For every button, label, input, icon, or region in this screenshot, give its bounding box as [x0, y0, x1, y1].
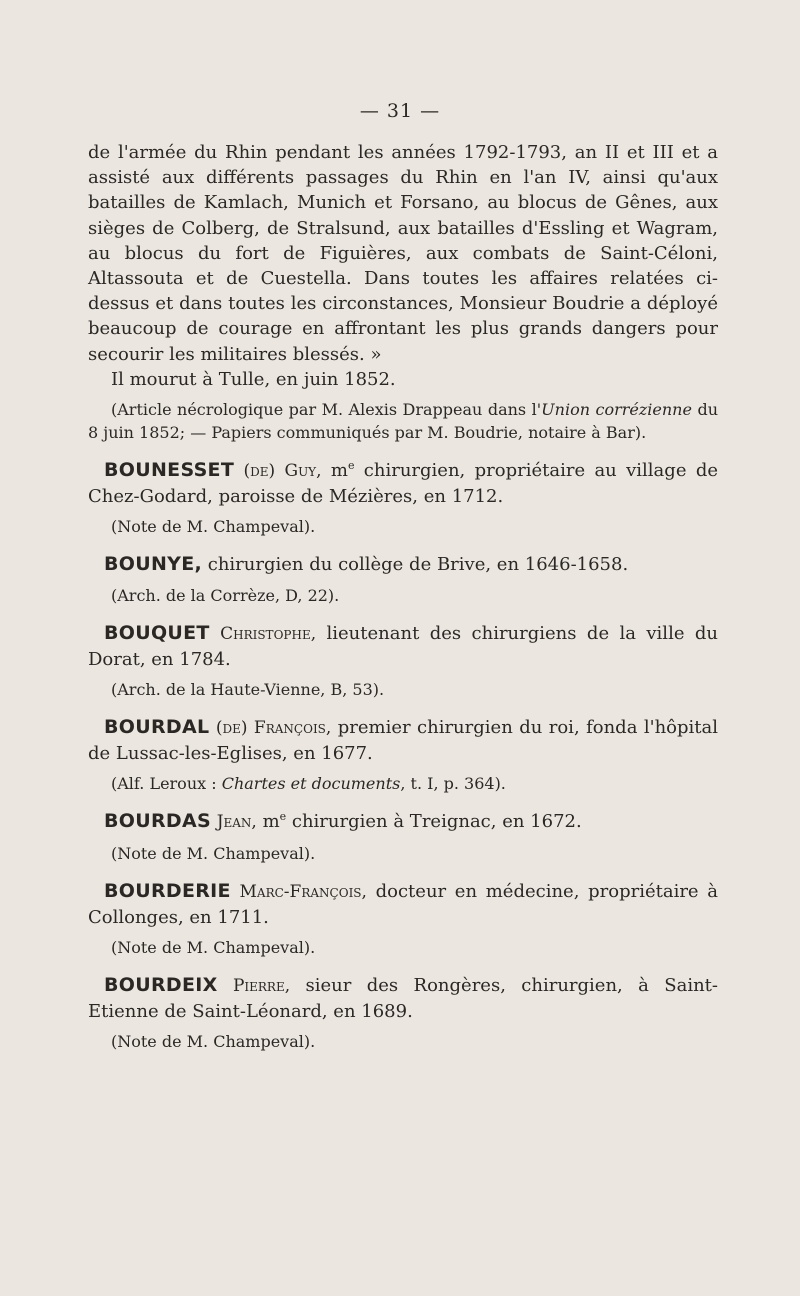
entry-text: chirurgien du collège de Brive, en 1646-1658. [202, 554, 629, 576]
source-note-text-end: du 8 juin 1852; — Papiers communiqués par M. Boudrie, notaire à Bar). [88, 400, 718, 443]
source-note-italic: Union corrézienne [541, 400, 692, 420]
entry-note-text-end: , t. I, p. 364). [400, 774, 506, 794]
entry-text: docteur en médecine, propriétaire à Collonges, en 1711. [88, 880, 718, 928]
source-note-text: (Article nécrologique par M. Alexis Drappeau dans l' [111, 400, 542, 420]
entry-note-text: (Alf. Leroux : [111, 774, 222, 794]
entry-title: m [321, 460, 348, 482]
entry-headword: BOURDAL [104, 716, 210, 739]
entry-text: chirurgien, propriétaire au village de Chez-Godard, paroisse de Mézières, en 1712. [88, 460, 718, 508]
entry-given-name: Christophe, [220, 623, 317, 644]
entry-note: (Arch. de la Corrèze, D, 22). [111, 585, 340, 605]
entry-note-italic: Chartes et documents [221, 774, 401, 794]
entry-headword: BOUNYE, [104, 553, 203, 576]
entry-bourdeix [88, 973, 718, 1024]
entry-given-name: François, [253, 718, 332, 739]
entry-given-name: Jean, [216, 812, 257, 833]
entry-headword: BOURDAS [104, 810, 211, 833]
entry-bourdas [88, 809, 718, 835]
entry-bounesset [88, 458, 718, 509]
entry-note [88, 772, 718, 795]
entry-text: sieur des Rongères, chirurgien, à Saint-Etienne de Saint-Léonard, en 1689. [88, 975, 718, 1023]
entry-headword: BOUNESSET [104, 459, 235, 482]
entry-given-name: Guy, [284, 461, 322, 482]
entry-text: chirurgien à Treignac, en 1672. [286, 811, 582, 833]
entry-note: (Note de M. Champeval). [111, 517, 316, 537]
page-number: — 31 — [359, 100, 441, 122]
entry-text: premier chirurgien du roi, fonda l'hôpital de Lussac-les-Eglises, en 1677. [88, 717, 718, 765]
page-body [88, 140, 718, 1053]
entry-bourdal [88, 715, 718, 766]
entry-bourderie [88, 879, 718, 930]
entry-title: m [256, 811, 280, 833]
source-note [88, 398, 718, 444]
entry-note: (Note de M. Champeval). [111, 938, 316, 958]
entry-bounye [88, 552, 718, 577]
entry-headword: BOURDERIE [104, 879, 231, 902]
entry-particle: (de) [215, 718, 248, 739]
entry-given-name: Pierre, [232, 976, 291, 997]
entry-particle: (de) [243, 461, 276, 482]
entry-note: (Arch. de la Haute-Vienne, B, 53). [111, 680, 385, 700]
entry-bouquet [88, 621, 718, 672]
entry-text: lieutenant des chirurgiens de la ville du Dorat, en 1784. [88, 622, 718, 670]
entry-headword: BOURDEIX [104, 974, 218, 997]
entry-given-name: Marc-François, [239, 881, 367, 902]
entry-note: (Note de M. Champeval). [111, 843, 316, 863]
entry-note: (Note de M. Champeval). [111, 1032, 316, 1052]
entry-headword: BOUQUET [104, 621, 210, 644]
entry-title-sup: e [347, 459, 355, 473]
entry-title-sup: e [279, 810, 287, 824]
continuation-paragraph: de l'armée du Rhin pendant les années 1792-1793, an II et III et a assisté aux différents passages du Rhin en l'an IV, ainsi qu'aux batailles de Kamlach, Munich et Forsano, au blocus de Gênes, aux sièges de Colberg, de Stralsund, aux batailles d'Essling et Wagram, au blocus du fort de Figuières, aux combats de Saint-Céloni, Altassouta et de Cuestella. Dans toutes les affaires relatées ci-dessus et dans toutes les circonstances, Monsieur Boudrie a déployé beaucoup de courage en affrontant les plus grands dangers pour secourir les militaires blessés. » [88, 142, 718, 365]
death-paragraph: Il mourut à Tulle, en juin 1852. [111, 368, 396, 390]
